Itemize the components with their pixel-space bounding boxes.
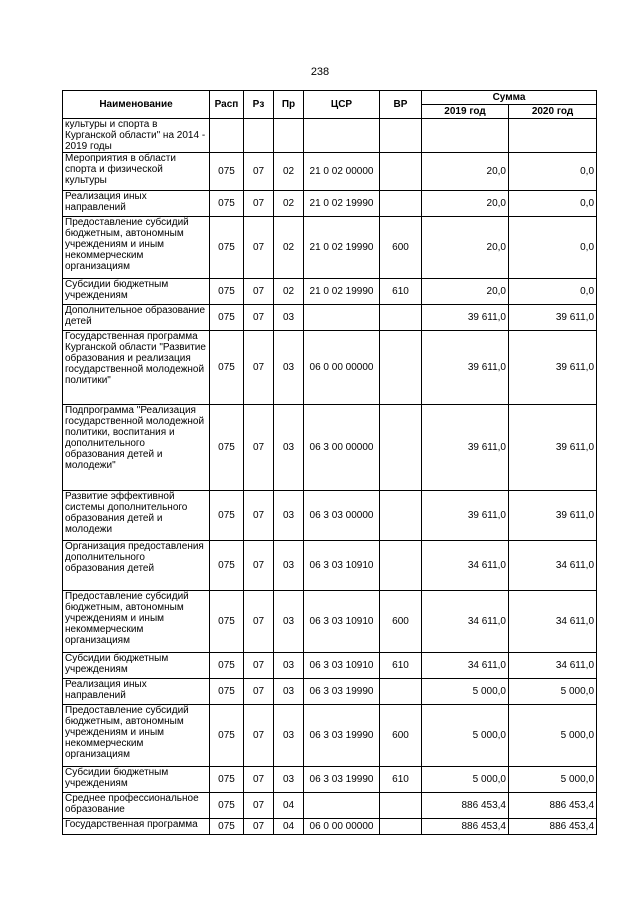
table-row xyxy=(63,279,597,305)
cell-sum-2019: 886 453,4 xyxy=(422,819,509,835)
cell-sum-2019: 5 000,0 xyxy=(422,679,509,705)
cell-name: Мероприятия в области спорта и физической культуры xyxy=(63,153,210,191)
cell-rasp: 075 xyxy=(210,679,244,705)
cell-rasp: 075 xyxy=(210,819,244,835)
cell-vr xyxy=(380,793,422,819)
cell-vr xyxy=(380,679,422,705)
cell-sum-2020: 0,0 xyxy=(509,279,597,305)
cell-sum-2019: 39 611,0 xyxy=(422,331,509,405)
cell-rasp: 075 xyxy=(210,491,244,541)
cell-vr: 610 xyxy=(380,279,422,305)
cell-csr: 06 3 03 19990 xyxy=(304,679,380,705)
cell-sum-2020: 886 453,4 xyxy=(509,793,597,819)
cell-sum-2019: 39 611,0 xyxy=(422,305,509,331)
cell-sum-2020: 5 000,0 xyxy=(509,705,597,767)
cell-rasp: 075 xyxy=(210,279,244,305)
cell-sum-2020: 39 611,0 xyxy=(509,305,597,331)
cell-csr xyxy=(304,793,380,819)
table-row xyxy=(63,119,597,153)
cell-csr xyxy=(304,305,380,331)
table-row xyxy=(63,793,597,819)
budget-table xyxy=(62,90,597,835)
cell-sum-2019: 20,0 xyxy=(422,153,509,191)
cell-vr xyxy=(380,191,422,217)
cell-pr: 03 xyxy=(274,541,304,591)
cell-sum-2019: 39 611,0 xyxy=(422,405,509,491)
cell-csr: 06 3 03 19990 xyxy=(304,705,380,767)
cell-csr: 21 0 02 19990 xyxy=(304,217,380,279)
cell-name: Предоставление субсидий бюджетным, автономным учреждениям и иным некоммерческим организациям xyxy=(63,705,210,767)
cell-sum-2019: 34 611,0 xyxy=(422,591,509,653)
cell-csr: 21 0 02 19990 xyxy=(304,279,380,305)
cell-pr: 03 xyxy=(274,305,304,331)
cell-pr: 03 xyxy=(274,405,304,491)
cell-sum-2020: 39 611,0 xyxy=(509,331,597,405)
cell-pr: 03 xyxy=(274,491,304,541)
cell-pr: 02 xyxy=(274,217,304,279)
cell-sum-2020: 34 611,0 xyxy=(509,591,597,653)
cell-name: Государственная программа xyxy=(63,819,210,835)
cell-pr: 03 xyxy=(274,591,304,653)
cell-name: культуры и спорта в Курганской области" на 2014 - 2019 годы xyxy=(63,119,210,153)
cell-sum-2020 xyxy=(509,119,597,153)
cell-rasp: 075 xyxy=(210,541,244,591)
cell-vr xyxy=(380,405,422,491)
cell-sum-2020: 34 611,0 xyxy=(509,541,597,591)
cell-sum-2019: 20,0 xyxy=(422,217,509,279)
cell-sum-2019: 39 611,0 xyxy=(422,491,509,541)
header-rasp: Расп xyxy=(210,91,244,119)
cell-sum-2020: 39 611,0 xyxy=(509,405,597,491)
cell-name: Государственная программа Курганской области "Развитие образования и реализация государственной молодежной политики" xyxy=(63,331,210,405)
cell-rz: 07 xyxy=(244,705,274,767)
cell-csr xyxy=(304,119,380,153)
cell-csr: 06 3 03 19990 xyxy=(304,767,380,793)
cell-rasp: 075 xyxy=(210,653,244,679)
cell-pr: 04 xyxy=(274,793,304,819)
cell-csr: 21 0 02 00000 xyxy=(304,153,380,191)
page-number: 238 xyxy=(310,66,330,78)
header-name: Наименование xyxy=(63,91,210,119)
cell-csr: 06 3 03 10910 xyxy=(304,591,380,653)
table-row xyxy=(63,591,597,653)
table-row xyxy=(63,767,597,793)
cell-rz: 07 xyxy=(244,653,274,679)
cell-sum-2019: 34 611,0 xyxy=(422,541,509,591)
cell-rz: 07 xyxy=(244,153,274,191)
cell-vr xyxy=(380,305,422,331)
cell-sum-2019: 886 453,4 xyxy=(422,793,509,819)
cell-sum-2020: 0,0 xyxy=(509,217,597,279)
cell-pr: 02 xyxy=(274,153,304,191)
cell-vr: 600 xyxy=(380,705,422,767)
header-sum: Сумма xyxy=(422,91,597,105)
cell-pr: 03 xyxy=(274,705,304,767)
cell-name: Среднее профессиональное образование xyxy=(63,793,210,819)
cell-vr: 600 xyxy=(380,591,422,653)
cell-rasp: 075 xyxy=(210,191,244,217)
cell-sum-2019: 34 611,0 xyxy=(422,653,509,679)
cell-sum-2020: 5 000,0 xyxy=(509,679,597,705)
table-row xyxy=(63,191,597,217)
cell-pr: 03 xyxy=(274,767,304,793)
table-row xyxy=(63,153,597,191)
table-row xyxy=(63,305,597,331)
header-csr: ЦСР xyxy=(304,91,380,119)
cell-rasp: 075 xyxy=(210,305,244,331)
header-2020: 2020 год xyxy=(509,105,597,119)
table-row xyxy=(63,541,597,591)
cell-name: Развитие эффективной системы дополнительного образования детей и молодежи xyxy=(63,491,210,541)
cell-sum-2019 xyxy=(422,119,509,153)
table-row xyxy=(63,331,597,405)
table-row xyxy=(63,679,597,705)
cell-vr: 610 xyxy=(380,653,422,679)
cell-csr: 06 0 00 00000 xyxy=(304,331,380,405)
header-vr: ВР xyxy=(380,91,422,119)
cell-rasp: 075 xyxy=(210,331,244,405)
header-2019: 2019 год xyxy=(422,105,509,119)
cell-vr xyxy=(380,331,422,405)
cell-name: Реализация иных направлений xyxy=(63,679,210,705)
cell-rz: 07 xyxy=(244,541,274,591)
cell-vr xyxy=(380,119,422,153)
cell-name: Подпрограмма "Реализация государственной молодежной политики, воспитания и дополнительного образования детей и молодежи" xyxy=(63,405,210,491)
cell-rz: 07 xyxy=(244,279,274,305)
cell-rasp: 075 xyxy=(210,591,244,653)
header-pr: Пр xyxy=(274,91,304,119)
cell-rasp: 075 xyxy=(210,767,244,793)
cell-pr: 04 xyxy=(274,819,304,835)
cell-sum-2020: 34 611,0 xyxy=(509,653,597,679)
header-rz: Рз xyxy=(244,91,274,119)
cell-rasp: 075 xyxy=(210,405,244,491)
table-row xyxy=(63,491,597,541)
cell-rz: 07 xyxy=(244,491,274,541)
cell-sum-2020: 0,0 xyxy=(509,191,597,217)
cell-rasp: 075 xyxy=(210,793,244,819)
cell-csr: 06 0 00 00000 xyxy=(304,819,380,835)
cell-vr xyxy=(380,541,422,591)
cell-rasp: 075 xyxy=(210,705,244,767)
cell-rz: 07 xyxy=(244,793,274,819)
cell-csr: 06 3 00 00000 xyxy=(304,405,380,491)
cell-pr: 03 xyxy=(274,331,304,405)
cell-rasp: 075 xyxy=(210,153,244,191)
cell-csr: 06 3 03 10910 xyxy=(304,653,380,679)
cell-name: Предоставление субсидий бюджетным, автономным учреждениям и иным некоммерческим организациям xyxy=(63,217,210,279)
cell-sum-2019: 20,0 xyxy=(422,191,509,217)
cell-sum-2019: 5 000,0 xyxy=(422,767,509,793)
cell-rz: 07 xyxy=(244,819,274,835)
cell-vr: 610 xyxy=(380,767,422,793)
cell-pr xyxy=(274,119,304,153)
cell-rz: 07 xyxy=(244,405,274,491)
cell-name: Субсидии бюджетным учреждениям xyxy=(63,653,210,679)
cell-vr xyxy=(380,491,422,541)
cell-rasp xyxy=(210,119,244,153)
cell-sum-2019: 5 000,0 xyxy=(422,705,509,767)
cell-rz: 07 xyxy=(244,679,274,705)
table-row xyxy=(63,653,597,679)
cell-rz: 07 xyxy=(244,331,274,405)
cell-sum-2020: 5 000,0 xyxy=(509,767,597,793)
cell-name: Субсидии бюджетным учреждениям xyxy=(63,767,210,793)
cell-rz: 07 xyxy=(244,191,274,217)
cell-name: Дополнительное образование детей xyxy=(63,305,210,331)
cell-sum-2019: 20,0 xyxy=(422,279,509,305)
table-row xyxy=(63,217,597,279)
cell-rz xyxy=(244,119,274,153)
cell-name: Организация предоставления дополнительного образования детей xyxy=(63,541,210,591)
cell-rz: 07 xyxy=(244,305,274,331)
table-row xyxy=(63,705,597,767)
cell-name: Субсидии бюджетным учреждениям xyxy=(63,279,210,305)
cell-pr: 03 xyxy=(274,679,304,705)
table-row xyxy=(63,405,597,491)
cell-name: Реализация иных направлений xyxy=(63,191,210,217)
cell-pr: 03 xyxy=(274,653,304,679)
table-row xyxy=(63,819,597,835)
cell-sum-2020: 886 453,4 xyxy=(509,819,597,835)
table-body xyxy=(63,119,597,835)
cell-csr: 06 3 03 10910 xyxy=(304,541,380,591)
cell-sum-2020: 0,0 xyxy=(509,153,597,191)
cell-rz: 07 xyxy=(244,591,274,653)
cell-vr xyxy=(380,153,422,191)
cell-vr xyxy=(380,819,422,835)
cell-rz: 07 xyxy=(244,217,274,279)
cell-csr: 06 3 03 00000 xyxy=(304,491,380,541)
cell-csr: 21 0 02 19990 xyxy=(304,191,380,217)
cell-rz: 07 xyxy=(244,767,274,793)
cell-name: Предоставление субсидий бюджетным, автономным учреждениям и иным некоммерческим организациям xyxy=(63,591,210,653)
cell-pr: 02 xyxy=(274,279,304,305)
cell-pr: 02 xyxy=(274,191,304,217)
cell-rasp: 075 xyxy=(210,217,244,279)
cell-vr: 600 xyxy=(380,217,422,279)
cell-sum-2020: 39 611,0 xyxy=(509,491,597,541)
